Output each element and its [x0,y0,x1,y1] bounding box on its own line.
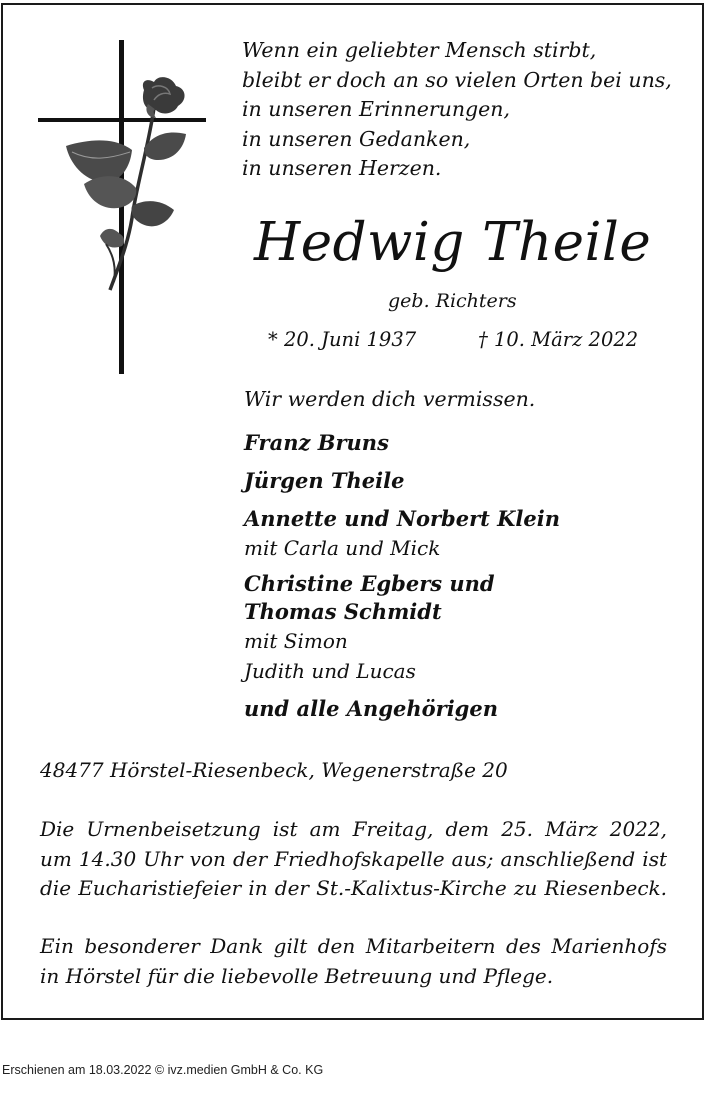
deceased-name: Hedwig Theile [254,212,652,273]
poem-line: bleibt er doch an so vielen Orten bei uns, [242,67,672,92]
mourner-line: Jürgen Theile [244,468,405,493]
mourner-line: und alle Angehörigen [244,696,498,721]
poem [242,36,672,184]
poem-line: Wenn ein geliebter Mensch stirbt, [242,38,597,62]
funeral-line: Die Urnenbeisetzung ist am Freitag, dem 25. März 2022, [40,817,667,841]
mourner-line: Christine Egbers und [244,571,495,596]
thanks-line: Ein besonderer Dank gilt den Mitarbeitern des Marienhofs [40,934,667,958]
thanks-info [40,932,667,991]
funeral-line: die Eucharistiefeier in der St.-Kalixtus-Kirche zu Riesenbeck. [40,876,667,900]
maiden-name: geb. Richters [388,290,517,312]
birth-date: * 20. Juni 1937 [268,328,417,351]
mourner-subline: Judith und Lucas [244,659,416,683]
mourner-line: Thomas Schmidt [244,599,442,624]
death-date: † 10. März 2022 [478,328,639,351]
address: 48477 Hörstel-Riesenbeck, Wegenerstraße 20 [40,758,508,782]
publication-footer: Erschienen am 18.03.2022 © ivz.medien GmbH & Co. KG [2,1063,324,1077]
funeral-line: um 14.30 Uhr von der Friedhofskapelle aus; anschließend ist [40,846,667,871]
poem-line: in unseren Gedanken, [242,126,471,151]
poem-line: in unseren Erinnerungen, [242,97,511,122]
poem-line: in unseren Herzen. [242,156,442,181]
cross-with-rose-icon [36,38,208,378]
thanks-line: in Hörstel für die liebevolle Betreuung und Pflege. [40,963,554,988]
mourners-list [244,428,560,724]
farewell-line: Wir werden dich vermissen. [244,387,536,411]
mourner-line: Annette und Norbert Klein [244,506,561,531]
mourner-line: Franz Bruns [244,430,389,455]
funeral-info [40,815,667,904]
mourner-subline: mit Simon [244,629,348,653]
mourner-subline: mit Carla und Mick [244,536,441,560]
